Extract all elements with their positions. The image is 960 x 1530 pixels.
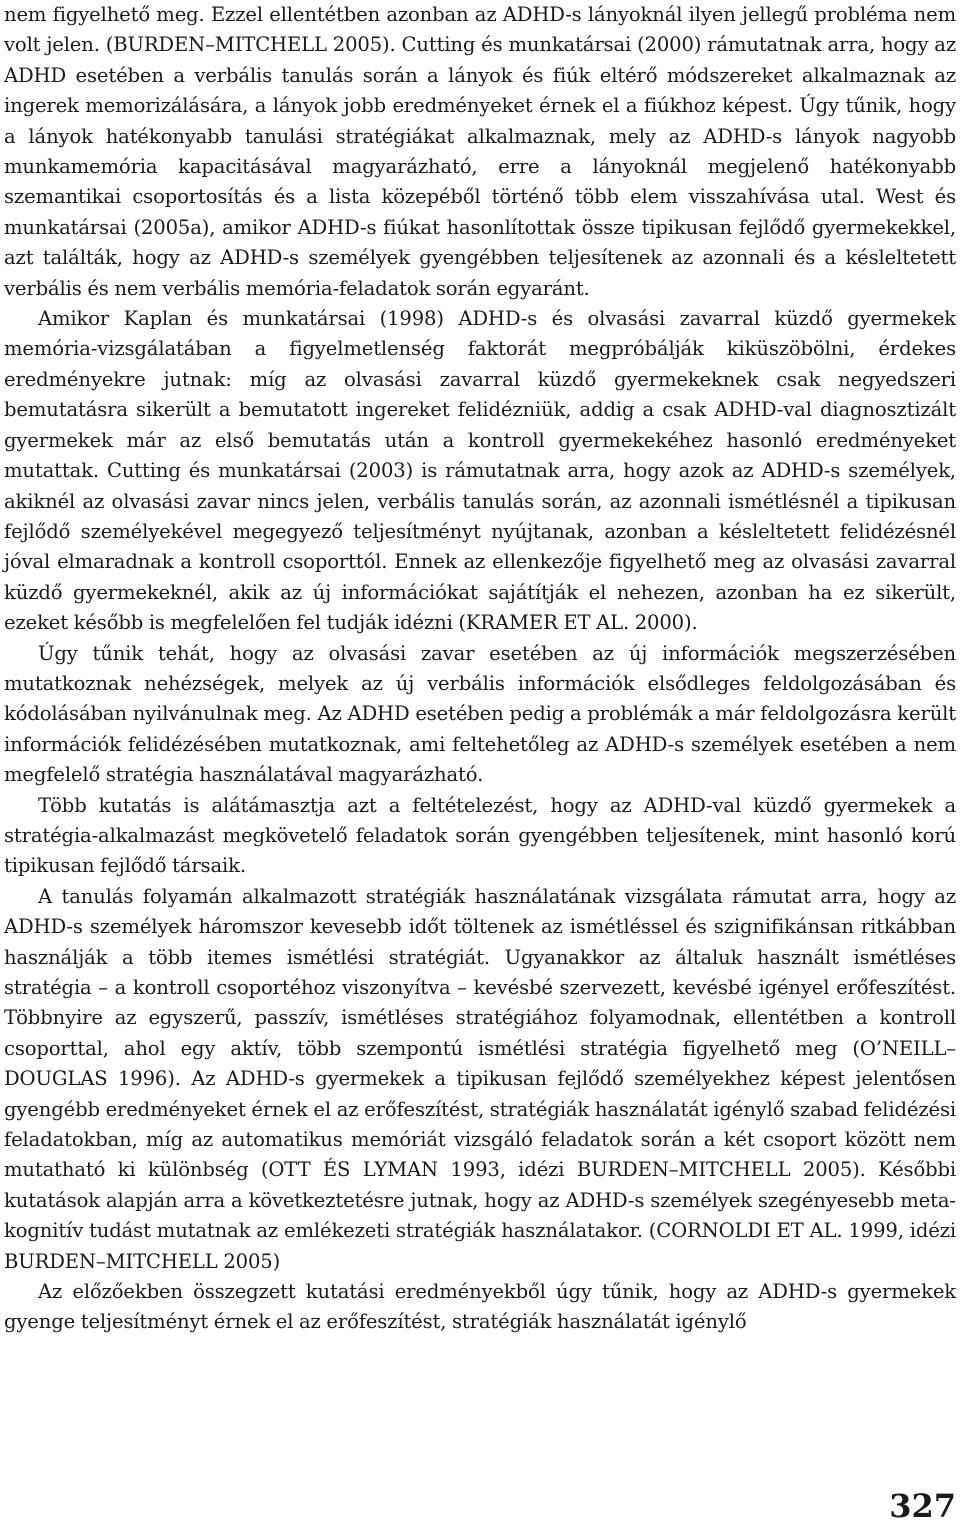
document-page [4, 0, 956, 1338]
paragraph-3: Úgy tűnik tehát, hogy az olvasási zavar esetében az új információk megszerzésében mutatkoznak nehézségek, melyek az új verbális információk elsődleges feldolgozásában és kódolásában nyilvánulnak meg. Az ADHD esetében pedig a problémák a már feldolgozásra került információk felidézésében mutatkoznak, ami feltehetőleg az ADHD-s személyek esetében a nem megfelelő stratégia használatával magyarázható. [4, 641, 956, 787]
paragraph-6: Az előzőekben összegzett kutatási eredményekből úgy tűnik, hogy az ADHD-s gyermekek gyenge teljesítményt érnek el az erőfeszítést, stratégiák használatát igénylő [4, 1280, 956, 1334]
paragraph-4: Több kutatás is alátámasztja azt a feltételezést, hogy az ADHD-val küzdő gyermekek a stratégia-alkalmazást megkövetelő feladatok során gyengébben teljesítenek, mint hasonló korú tipikusan fejlődő társaik. [4, 793, 956, 878]
paragraph-2: Amikor Kaplan és munkatársai (1998) ADHD-s és olvasási zavarral küzdő gyermekek memória-vizsgálatában a figyelmetlenség faktorát megpróbálják kiküszöbölni, érdekes eredményekre jutnak: míg az olvasási zavarral küzdő gyermekeknek csak negyedszeri bemutatásra sikerült a bemutatott ingereket felidézniük, addig a csak ADHD-val diagnosztizált gyermekek már az első bemutatás után a kontroll gyermekekéhez hasonló eredményeket mutattak. Cutting és munkatársai (2003) is rámutatnak arra, hogy azok az ADHD-s személyek, akiknél az olvasási zavar nincs jelen, verbális tanulás során, az azonnali ismétlésnél a tipikusan fejlődő személyekével megegyező teljesítményt nyújtanak, azonban a késleltetett felidézésnél jóval elmaradnak a kontroll csoporttól. Ennek az ellenkezője figyelhető meg az olvasási zavarral küzdő gyermekeknél, akik az új információkat sajátítják el nehezen, azonban ha ez sikerült, ezeket később is megfelelően fel tudják idézni (KRAMER ET AL. 2000). [4, 307, 956, 635]
page-number: 327 [889, 1487, 956, 1525]
paragraph-1: nem figyelhető meg. Ezzel ellentétben azonban az ADHD-s lányoknál ilyen jellegű probléma nem volt jelen. (BURDEN–MITCHELL 2005). Cutting és munkatársai (2000) rámutatnak arra, hogy az ADHD esetében a verbális tanulás során a lányok és fiúk eltérő módszereket alkalmaznak az ingerek memorizálására, a lányok jobb eredményeket érnek el a fiúkhoz képest. Úgy tűnik, hogy a lányok hatékonyabb tanulási stratégiákat alkalmaznak, mely az ADHD-s lányok nagyobb munkamemória kapacitásával magyarázható, erre a lányoknál megjelenő hatékonyabb szemantikai csoportosítás és a lista közepéből történő több elem visszahívása utal. West és munkatársai (2005a), amikor ADHD-s fiúkat hasonlítottak össze tipikusan fejlődő gyermekekkel, azt találták, hogy az ADHD-s személyek gyengébben teljesítenek az azonnali és a késleltetett verbális és nem verbális memória-feladatok során egyaránt. [4, 3, 956, 300]
paragraph-5: A tanulás folyamán alkalmazott stratégiák használatának vizsgálata rámutat arra, hogy az ADHD-s személyek háromszor kevesebb időt töltenek az ismétléssel és szignifikánsan ritkábban használják a több itemes ismétlési stratégiát. Ugyanakkor az általuk használt ismétléses stratégia – a kontroll csoportéhoz viszonyítva – kevésbé szervezett, kevésbé igényel erőfeszítést. Többnyire az egyszerű, passzív, ismétléses stratégiához folyamodnak, ellentétben a kontroll csoporttal, ahol egy aktív, több szempontú ismétlési stratégia figyelhető meg (O’NEILL–DOUGLAS 1996). Az ADHD-s gyermekek a tipikusan fejlődő személyekhez képest jelentősen gyengébb eredményeket érnek el az erőfeszítést, stratégiák használatát igénylő szabad felidézési feladatokban, míg az automatikus memóriát vizsgáló feladatok során a két csoport között nem mutatható ki különbség (OTT ÉS LYMAN 1993, idézi BURDEN–MITCHELL 2005). Későbbi kutatások alapján arra a következtetésre jutnak, hogy az ADHD-s személyek szegényesebb metakognitív tudást mutatnak az emlékezeti stratégiák használatakor. (CORNOLDI ET AL. 1999, idézi BURDEN–MITCHELL 2005) [4, 884, 956, 1273]
